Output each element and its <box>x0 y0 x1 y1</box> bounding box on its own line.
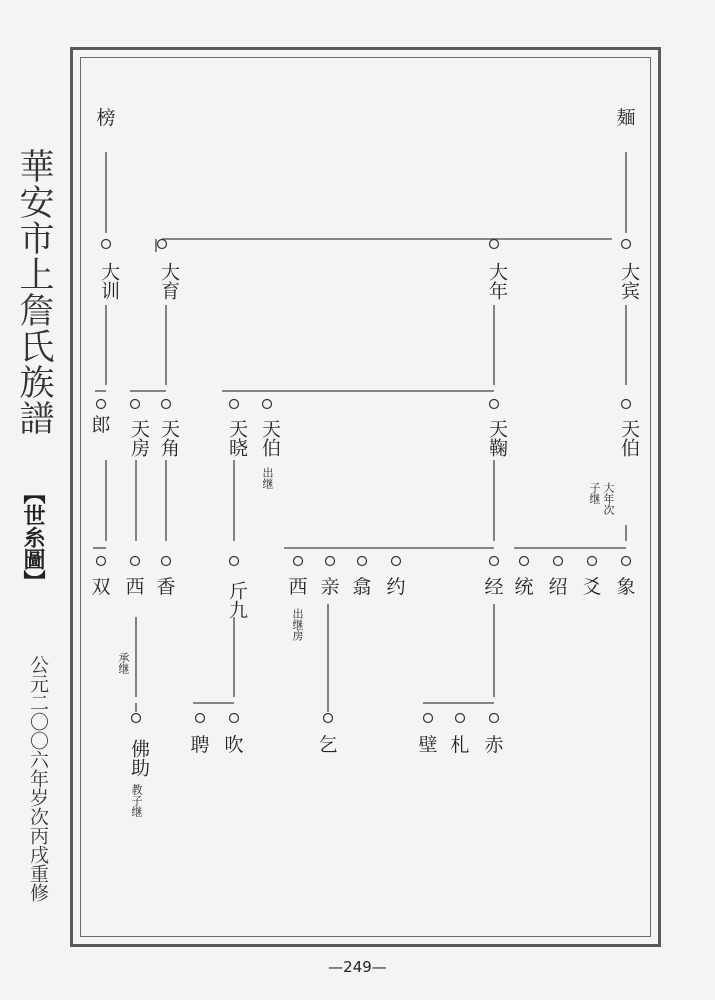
node-circle <box>102 240 111 249</box>
person-name: 象 <box>616 576 636 598</box>
person-name: 西 <box>288 576 308 598</box>
person-name: 赤 <box>484 734 504 756</box>
person-name: 统 <box>514 576 534 598</box>
ancestor-name: 榜 <box>96 107 116 129</box>
person-name: 大训 <box>98 262 120 300</box>
person-name: 斤九 <box>226 581 248 619</box>
person-name: 乞 <box>318 734 338 756</box>
page-number: —249— <box>328 958 387 976</box>
node-circle <box>392 557 401 566</box>
node-circle <box>588 557 597 566</box>
person-name: 天晓 <box>226 419 248 457</box>
person-name: 天伯 <box>618 419 640 457</box>
node-circle <box>424 714 433 723</box>
node-circle <box>162 400 171 409</box>
annotation: 承继 <box>117 652 130 674</box>
node-circle <box>230 714 239 723</box>
node-circle <box>456 714 465 723</box>
annotation: 出继房 <box>291 608 304 641</box>
person-name: 绍 <box>548 576 568 598</box>
person-name: 天角 <box>158 419 180 457</box>
person-name: 聘 <box>190 734 210 756</box>
node-circle <box>158 240 167 249</box>
node-circle <box>324 714 333 723</box>
annotation: 子继 <box>588 482 601 504</box>
node-circle <box>490 240 499 249</box>
section-title: 【世糸圖】 <box>20 482 46 592</box>
annotation: 教子继 <box>130 784 143 817</box>
person-name: 壁 <box>418 734 438 756</box>
person-name: 约 <box>386 576 406 598</box>
node-circle <box>358 557 367 566</box>
person-name: 佛助 <box>128 739 150 777</box>
node-circle <box>622 557 631 566</box>
node-circle <box>554 557 563 566</box>
node-circle <box>230 400 239 409</box>
node-circle <box>131 557 140 566</box>
person-name: 亲 <box>320 576 340 598</box>
annotation: 出继 <box>261 467 274 489</box>
person-name: 香 <box>156 576 176 598</box>
node-circle <box>97 557 106 566</box>
node-circle <box>622 400 631 409</box>
node-circle <box>263 400 272 409</box>
ancestor-name: 麺 <box>616 107 636 129</box>
revision-date: 公元二〇〇六年岁次丙戌重修 <box>27 655 49 902</box>
person-name: 吹 <box>224 734 244 756</box>
person-name: 大年 <box>486 262 508 300</box>
node-circle <box>97 400 106 409</box>
node-circle <box>520 557 529 566</box>
node-circle <box>162 557 171 566</box>
node-circle <box>131 400 140 409</box>
person-name: 西 <box>125 576 145 598</box>
node-circle <box>326 557 335 566</box>
person-name: 翕 <box>352 576 372 598</box>
node-circle <box>490 714 499 723</box>
node-circle <box>230 557 239 566</box>
person-name: 大育 <box>158 262 180 300</box>
node-circle <box>294 557 303 566</box>
person-name: 经 <box>484 576 504 598</box>
node-circle <box>132 714 141 723</box>
person-name: 大宾 <box>618 262 640 300</box>
annotation: 大年次 <box>602 482 615 515</box>
node-circle <box>196 714 205 723</box>
node-circle <box>490 557 499 566</box>
person-name: 爻 <box>582 576 602 598</box>
person-name: 天伯 <box>259 419 281 457</box>
node-circle <box>490 400 499 409</box>
book-title: 華安市上詹氏族譜 <box>14 148 54 436</box>
person-name: 札 <box>450 734 470 756</box>
person-name: 天房 <box>128 419 150 457</box>
person-name: 双 <box>91 576 111 598</box>
person-name: 郎 <box>91 414 111 436</box>
person-name: 天鞠 <box>486 419 508 457</box>
node-circle <box>622 240 631 249</box>
